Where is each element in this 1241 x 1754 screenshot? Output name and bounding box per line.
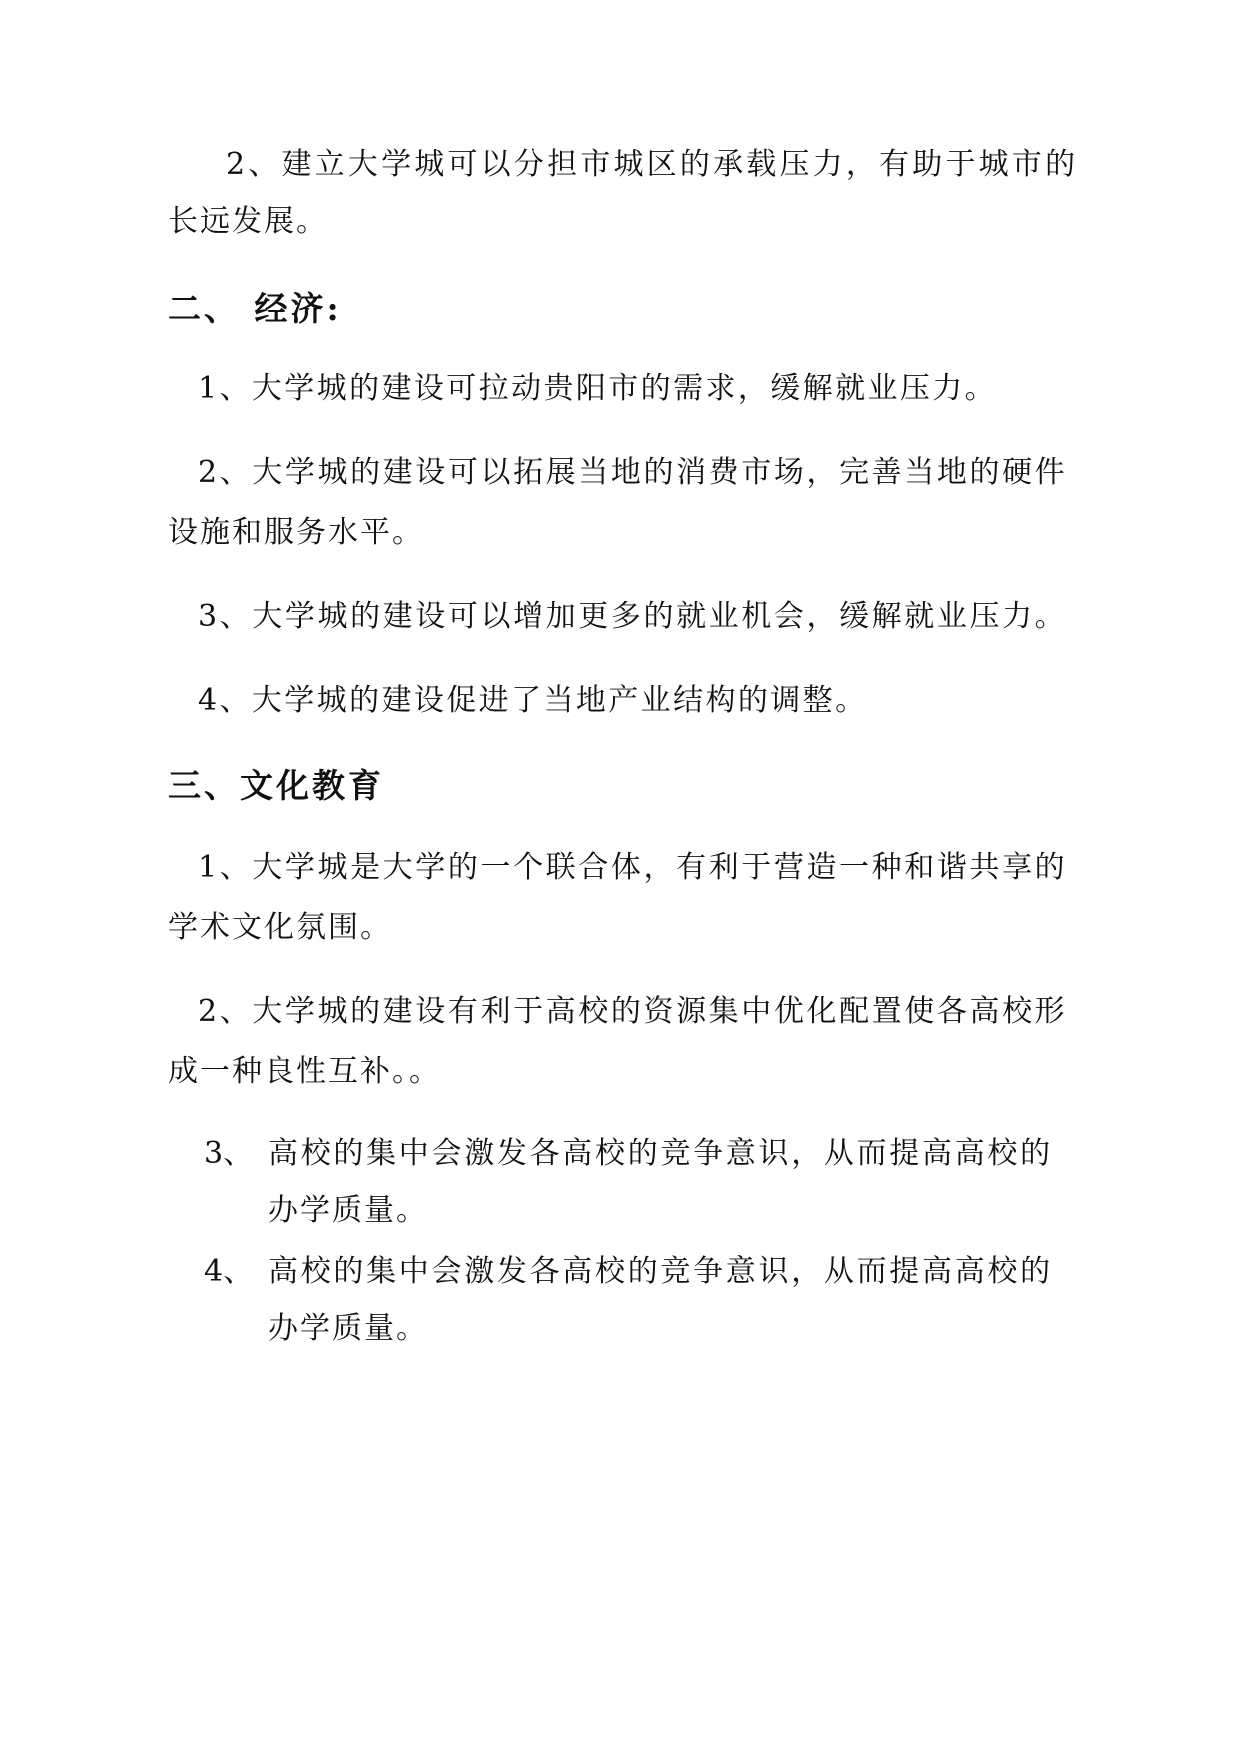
paragraph-line: 2、建立大学城可以分担市城区的承载压力，有助于城市的 <box>226 147 1079 182</box>
list-item: 2、大学城的建设可以拓展当地的消费市场，完善当地的硬件 <box>198 455 1068 490</box>
list-item-continuation: 设施和服务水平。 <box>168 515 424 550</box>
list-item-continuation: 成一种良性互补。。 <box>168 1054 441 1089</box>
list-number: 3、 <box>204 1136 254 1171</box>
list-item-continuation: 办学质量。 <box>268 1311 428 1346</box>
list-item-continuation: 学术文化氛围。 <box>168 910 392 945</box>
list-item: 2、大学城的建设有利于高校的资源集中优化配置使各高校形 <box>198 994 1068 1029</box>
list-item: 4、大学城的建设促进了当地产业结构的调整。 <box>198 683 868 718</box>
list-item: 高校的集中会激发各高校的竞争意识，从而提高高校的 <box>268 1136 1053 1171</box>
paragraph-line: 长远发展。 <box>168 204 328 239</box>
section-heading-culture-education: 三、文化教育 <box>168 766 384 805</box>
list-number: 4、 <box>204 1254 254 1289</box>
list-item: 1、大学城的建设可拉动贵阳市的需求，缓解就业压力。 <box>198 371 998 406</box>
list-item-continuation: 办学质量。 <box>268 1193 428 1228</box>
section-heading-economy: 二、 经济: <box>168 289 342 328</box>
list-item: 3、大学城的建设可以增加更多的就业机会，缓解就业压力。 <box>198 599 1068 634</box>
list-item: 高校的集中会激发各高校的竞争意识，从而提高高校的 <box>268 1254 1053 1289</box>
list-item: 1、大学城是大学的一个联合体，有利于营造一种和谐共享的 <box>198 850 1068 885</box>
